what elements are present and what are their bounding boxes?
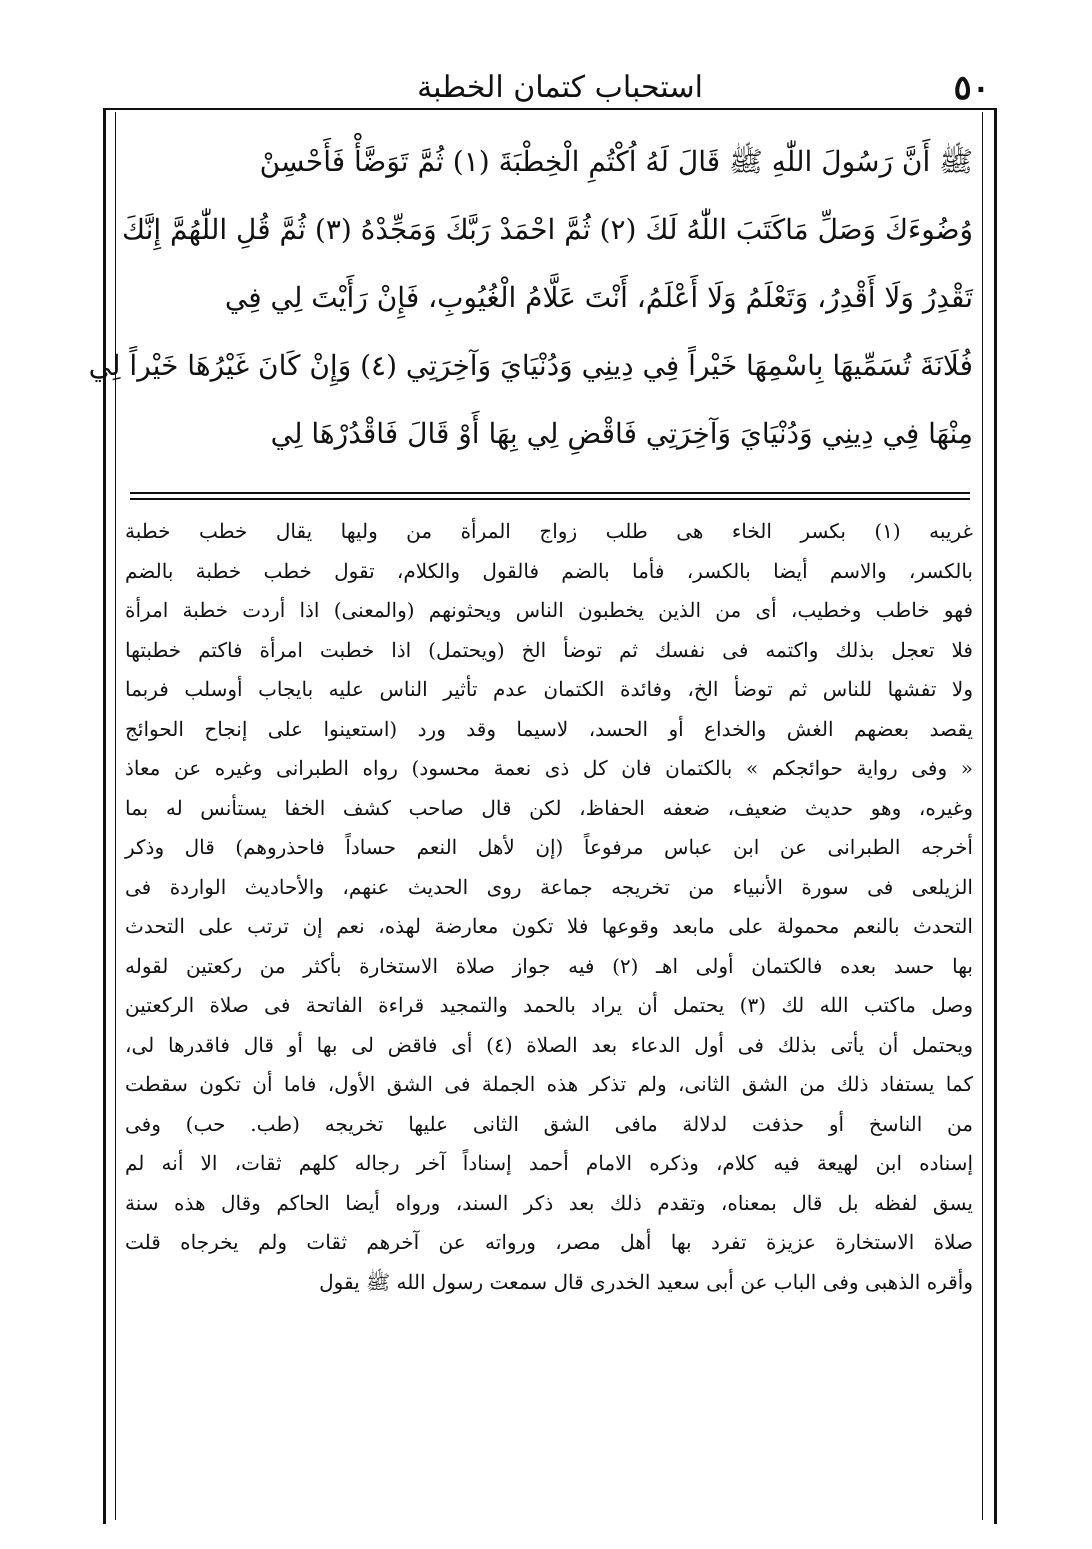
note-line: وأقره الذهبى وفى الباب عن أبى سعيد الخدرى قال سمعت رسول الله ﷺ يقول [319,1269,973,1294]
hadith-line: مِنْهَا فِي دِينِي وَدُنْيَايَ وَآخِرَتِي فَاقْضِ لِي بِهَا أَوْ قَالَ فَاقْدُرْهَا لِي [270,417,973,450]
note-line: يسق لفظه بل قال بمعناه، وتقدم ذلك بعد ذكر السند، ورواه أيضا الحاكم وقال هذه سنة [125,1190,973,1215]
note-line: بالكسر، والاسم أيضا بالكسر، فأما بالضم فالقول والكلام، تقول خطب خطبة بالضم [125,558,973,583]
note-line: غريبه (١) بكسر الخاء هى طلب زواج المرأة من وليها يقال خطب خطبة [125,519,973,543]
note-line: صلاة الاستخارة عزيزة تفرد بها أهل مصر، ورواته عن آخرهم ثقات ولم يخرجاه قلت [125,1230,973,1254]
hadith-line: فُلَانَةَ تُسَمِّيهَا بِاسْمِهَا خَيْراً فِي دِينِي وَدُنْيَايَ وَآخِرَتِي (٤) وَإِنْ كَانَ غَيْرُهَا خَيْراً لِي [88,349,973,382]
note-line: الزيلعى فى سورة الأنبياء من تخريجه جماعة روى الحديث عنهم، والأحاديث الواردة فى [125,874,973,899]
note-line: بها حسد بعده فالكتمان أولى اهـ (٢) فيه جواز صلاة الاستخارة بأكثر من ركعتين لقوله [125,953,973,978]
note-line: التحدث بالنعم محمولة على مابعد وقوعها فلا تكون معارضة لهذه، نعم إن ترتب على التحدث [125,914,973,938]
note-line: أخرجه الطبرانى عن ابن عباس مرفوعاً (إن لأهل النعم حساداً فاحذروهم) قال وذكر [125,835,973,859]
hadith-line: وُضُوءَكَ وَصَلِّ مَاكَتَبَ اللّٰهُ لَكَ (٢) ثُمَّ احْمَدْ رَبَّكَ وَمَجِّدْهُ (٣) ثُمَّ قُلِ اللّٰهُمَّ إِنَّكَ [121,213,973,246]
page-number: ٥٠ [953,68,990,108]
note-line: « وفى رواية حوائجكم » بالكتمان فان كل ذى نعمة محسود) رواه الطبرانى وغيره عن معاذ [125,756,973,780]
note-line: يقصد بعضهم الغش والخداع أو الحسد، لاسيما وقد ورد (استعينوا على إنجاح الحوائج [125,716,973,741]
hadith-line: ﷺ أَنَّ رَسُولَ اللّٰهِ ﷺ قَالَ لَهُ اُكْتُمِ الْخِطْبَةَ (١) ثُمَّ تَوَضَّأْ فَأَحْسِنْ [259,145,973,178]
separator-rule-bottom [130,498,970,500]
hadith-text [88,128,973,468]
page-header [120,68,1000,108]
hadith-line: تَقْدِرُ وَلَا أَقْدِرُ، وَتَعْلَمُ وَلَا أَعْلَمُ، أَنْتَ عَلَّامُ الْغُيُوبِ، فَإِنْ رَأَيْتَ لِي فِي [224,281,973,314]
note-line: من الناسخ أو حذفت لدلالة مافى الشق الثانى عليها تخريجه (طب. حب) وفى [125,1111,973,1136]
note-line: وغيره، وهو حديث ضعيف، ضعفه الحفاظ، لكن قال صاحب كشف الخفا يستأنس له بما [125,795,973,820]
note-line: فلا تعجل بذلك واكتمه فى نفسك ثم توضأ الخ (ويحتمل) اذا خطبت امرأة فاكتم خطبتها [125,637,973,662]
running-title: استحباب كتمان الخطبة [417,70,703,105]
note-line: ولا تفشها للناس ثم توضأ الخ، وفائدة الكتمان عدم تأثير الناس عليه بايجاب أوسلب فربما [125,677,973,701]
note-line: كما يستفاد ذلك من الشق الثانى، ولم تذكر هذه الجملة فى الشق الأول، فاما أن تكون سقطت [125,1072,973,1096]
note-line: ويحتمل أن يأتى بذلك فى أول الدعاء بعد الصلاة (٤) أى فاقض لى بها أو قال فاقدرها لى، [125,1032,973,1057]
note-line: فهو خاطب وخطيب، أى من الذين يخطبون الناس ويحثونهم (والمعنى) اذا أردت خطبة امرأة [125,598,973,622]
note-line: إسناده ابن لهيعة فيه كلام، وذكره الامام أحمد إسناداً آخر رجاله كلهم ثقات، الا أنه لم [125,1151,973,1175]
note-line: وصل ماكتب الله لك (٣) يحتمل أن يراد بالحمد والتمجيد قراءة الفاتحة فى صلاة الركعتين [125,993,974,1017]
separator-rule-top [130,492,970,494]
commentary-notes [125,512,973,1302]
